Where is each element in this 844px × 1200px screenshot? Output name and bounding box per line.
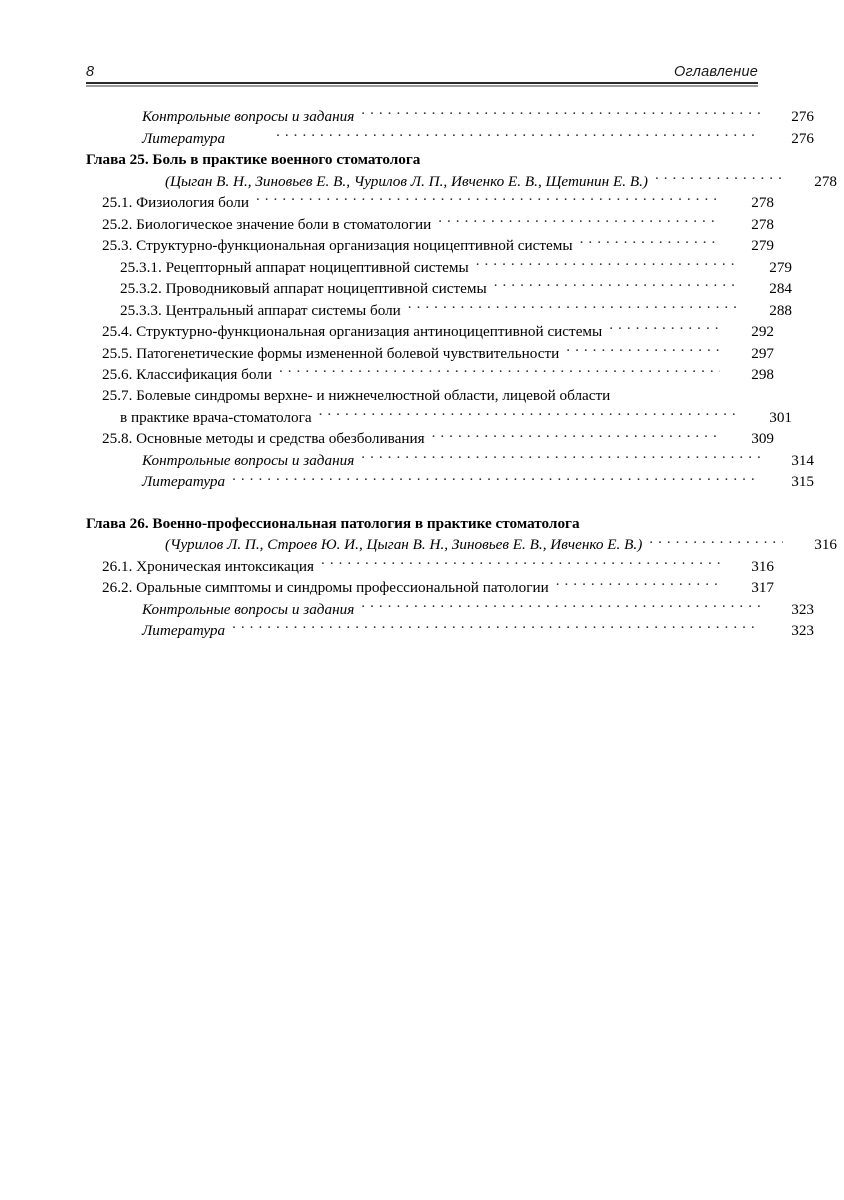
toc-entry-label: 25.3. Структурно-функциональная организация ноцицептивной системы — [102, 237, 573, 255]
toc-entry-label: 25.2. Биологическое значение боли в стоматологии — [102, 215, 432, 233]
toc-entry-row[interactable] — [86, 385, 774, 406]
toc-entry-row[interactable] — [86, 278, 792, 299]
toc-entry-label: (Цыган В. Н., Зиновьев Е. В., Чурилов Л. П., Ивченко Е. В., Щетинин Е. В.) — [165, 172, 648, 190]
page-title: Оглавление — [674, 64, 758, 80]
toc-page-number: 278 — [814, 172, 837, 190]
dot-leader — [408, 299, 738, 314]
header-rule-thin — [86, 85, 758, 86]
dot-leader — [361, 106, 760, 121]
toc-page-number: 276 — [791, 108, 814, 126]
page-folio: 8 — [86, 64, 95, 80]
toc-page-number: 279 — [769, 258, 792, 276]
dot-leader — [232, 471, 760, 486]
toc-entry-row[interactable] — [86, 213, 774, 234]
toc-page-number: 309 — [751, 430, 774, 448]
toc-entry-row[interactable] — [86, 256, 792, 277]
toc-entry-label: Глава 26. Военно-профессиональная патология в практике стоматолога — [86, 514, 580, 532]
toc-entry-row[interactable] — [86, 235, 774, 256]
running-head — [86, 56, 758, 80]
toc-entry-label: Литература — [142, 129, 226, 147]
toc-entry-row[interactable] — [86, 577, 774, 598]
toc-page-number: 298 — [751, 366, 774, 383]
toc-page-number: 316 — [751, 557, 774, 575]
toc-chapter-row[interactable] — [86, 149, 758, 170]
dot-leader — [556, 577, 720, 592]
toc-page-number: 279 — [751, 237, 774, 255]
toc-entry-label: 25.7. Болевые синдромы верхне- и нижнечелюстной области, лицевой области — [102, 387, 611, 405]
dot-leader — [476, 256, 738, 271]
toc-entry-row[interactable] — [86, 127, 814, 148]
dot-leader — [609, 321, 720, 336]
toc-entry-label: 26.1. Хроническая интоксикация — [102, 557, 315, 575]
dot-leader — [432, 428, 720, 443]
toc-page-number: 301 — [769, 408, 792, 426]
toc-page-number: 288 — [769, 301, 792, 319]
dot-leader — [580, 235, 720, 250]
toc-entry-row[interactable] — [86, 556, 774, 577]
table-of-contents — [86, 106, 837, 642]
toc-entry-label: 26.2. Оральные симптомы и синдромы профессиональной патологии — [102, 579, 549, 597]
dot-leader — [361, 599, 760, 614]
dot-leader — [276, 127, 760, 142]
toc-entry-row[interactable] — [86, 364, 774, 385]
toc-entry-label: Литература — [142, 473, 226, 491]
toc-entry-row[interactable] — [86, 321, 774, 342]
toc-entry-row[interactable] — [86, 428, 774, 449]
toc-entry-row[interactable] — [86, 620, 814, 641]
dot-leader — [587, 513, 704, 528]
dot-leader — [617, 385, 720, 400]
toc-entry-row[interactable] — [86, 534, 837, 555]
dot-leader — [438, 213, 720, 228]
toc-page-number: 315 — [791, 473, 814, 491]
toc-entry-label: в практике врача-стоматолога — [120, 408, 312, 426]
toc-page-number: 292 — [751, 323, 774, 341]
toc-page-number: 278 — [751, 194, 774, 212]
toc-chapter-row[interactable] — [86, 513, 758, 534]
toc-entry-label: Контрольные вопросы и задания — [142, 600, 355, 618]
toc-page-number: 323 — [791, 622, 814, 640]
toc-page-number: 297 — [751, 344, 774, 362]
toc-entry-label: 25.4. Структурно-функциональная организация антиноцицептивной системы — [102, 323, 603, 341]
toc-entry-label: 25.3.2. Проводниковый аппарат ноцицептивной системы — [120, 280, 487, 298]
toc-entry-row[interactable] — [86, 170, 837, 191]
dot-leader — [494, 278, 738, 293]
dot-leader — [232, 620, 760, 635]
toc-entry-label: 25.6. Классификация боли — [102, 366, 272, 383]
toc-entry-row[interactable] — [86, 299, 792, 320]
toc-entry-row[interactable] — [86, 471, 814, 492]
toc-page-number: 278 — [751, 215, 774, 233]
toc-entry-label: Глава 25. Боль в практике военного стоматолога — [86, 151, 421, 169]
header-rule — [86, 82, 758, 87]
toc-entry-label: 25.3.1. Рецепторный аппарат ноцицептивной системы — [120, 258, 469, 276]
dot-leader — [321, 556, 720, 571]
dot-leader — [279, 364, 720, 379]
toc-entry-label: 25.1. Физиология боли — [102, 194, 249, 212]
toc-entry-row[interactable] — [86, 407, 792, 428]
toc-entry-label: Литература — [142, 622, 226, 640]
dot-leader — [649, 534, 783, 549]
dot-leader — [361, 450, 760, 465]
toc-entry-row[interactable] — [86, 450, 814, 471]
dot-leader — [566, 342, 720, 357]
toc-entry-row[interactable] — [86, 192, 774, 213]
toc-entry-row[interactable] — [86, 599, 814, 620]
toc-page-number: 314 — [791, 451, 814, 469]
toc-entry-row[interactable] — [86, 106, 814, 127]
toc-page-number: 323 — [791, 600, 814, 618]
toc-entry-label: 25.3.3. Центральный аппарат системы боли — [120, 301, 401, 319]
dot-leader — [319, 407, 738, 422]
dot-leader — [427, 149, 704, 164]
toc-entry-label: Контрольные вопросы и задания — [142, 108, 355, 126]
toc-page-number: 316 — [814, 536, 837, 554]
dot-leader — [655, 170, 783, 185]
toc-page-number: 276 — [791, 129, 814, 147]
toc-entry-label: 25.5. Патогенетические формы измененной болевой чувствительности — [102, 344, 560, 362]
toc-entry-label: 25.8. Основные методы и средства обезболивания — [102, 430, 425, 448]
toc-entry-label: (Чурилов Л. П., Строев Ю. И., Цыган В. Н., Зиновьев Е. В., Ивченко Е. В.) — [165, 536, 643, 554]
toc-page-number: 284 — [769, 280, 792, 298]
section-spacer — [86, 493, 758, 513]
dot-leader — [256, 192, 720, 207]
toc-entry-row[interactable] — [86, 342, 774, 363]
toc-entry-label: Контрольные вопросы и задания — [142, 451, 355, 469]
toc-page-number: 317 — [751, 579, 774, 597]
